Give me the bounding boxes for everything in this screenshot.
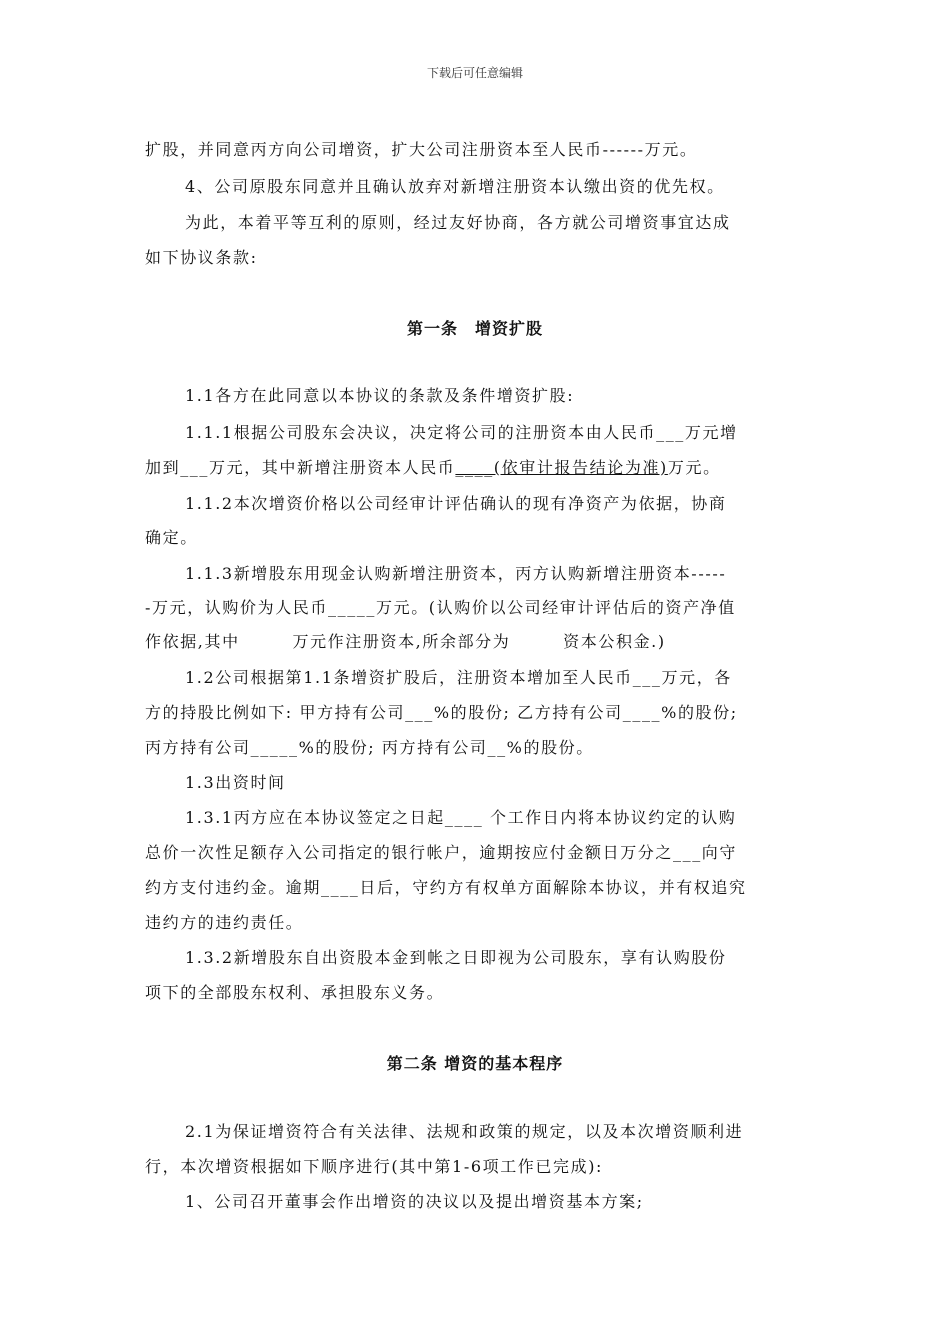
clause-2-1-cont: 行，本次增资根据如下顺序进行(其中第1-6项工作已完成): — [145, 1157, 604, 1176]
section-1-title: 第一条 增资扩股 — [406, 319, 543, 338]
clause-1-1-3: 1.1.3新增股东用现金认购新增注册资本，丙方认购新增注册资本----- — [185, 564, 727, 583]
page-header: 下载后可任意编辑 — [426, 66, 523, 80]
clause-1-1-3-cont: -万元，认购价为人民币_____万元。(认购价以公司经审计评估后的资产净值 — [145, 598, 736, 617]
clause-1-2-cont: 方的持股比例如下: 甲方持有公司___%的股份; 乙方持有公司____%的股份; — [145, 703, 738, 722]
list-item: 1、公司召开董事会作出增资的决议以及提出增资基本方案; — [185, 1192, 644, 1211]
clause-text: 万元。 — [667, 458, 721, 477]
section-2-title: 第二条 增资的基本程序 — [386, 1054, 564, 1073]
clause-1-3: 1.3出资时间 — [185, 773, 286, 792]
clause-1-3-2: 1.3.2新增股东自出资股本金到帐之日即视为公司股东，享有认购股份 — [185, 948, 727, 967]
clause-1-1-1-cont — [145, 458, 721, 478]
clause-1-1: 1.1各方在此同意以本协议的条款及条件增资扩股: — [185, 386, 575, 405]
clause-1-2: 1.2公司根据第1.1条增资扩股后，注册资本增加至人民币___万元，各 — [185, 668, 732, 687]
clause-1-1-3-cont: 作依据,其中 万元作注册资本,所余部分为 资本公积金.) — [145, 632, 666, 651]
clause-1-3-1: 1.3.1丙方应在本协议签定之日起____ 个工作日内将本协议约定的认购 — [185, 808, 737, 827]
paragraph-line: 为此，本着平等互利的原则，经过友好协商，各方就公司增资事宜达成 — [185, 213, 731, 232]
clause-2-1: 2.1为保证增资符合有关法律、法规和政策的规定，以及本次增资顺利进 — [185, 1122, 744, 1141]
paragraph-line: 4、公司原股东同意并且确认放弃对新增注册资本认缴出资的优先权。 — [185, 177, 725, 196]
clause-1-3-1-cont: 约方支付违约金。逾期____日后，守约方有权单方面解除本协议，并有权追究 — [145, 878, 747, 897]
paragraph-line: 扩股，并同意丙方向公司增资，扩大公司注册资本至人民币------万元。 — [145, 140, 698, 159]
clause-underlined-text: ____(依审计报告结论为准) — [455, 458, 668, 477]
clause-1-1-2-cont: 确定。 — [145, 528, 198, 547]
clause-text: 加到___万元，其中新增注册资本人民币 — [145, 458, 456, 477]
clause-1-1-1: 1.1.1根据公司股东会决议，决定将公司的注册资本由人民币___万元增 — [185, 423, 738, 442]
paragraph-line: 如下协议条款: — [145, 248, 258, 267]
clause-1-3-2-cont: 项下的全部股东权利、承担股东义务。 — [145, 983, 445, 1002]
clause-1-2-cont: 丙方持有公司_____%的股份; 丙方持有公司__%的股份。 — [145, 738, 594, 757]
clause-1-3-1-cont: 违约方的违约责任。 — [145, 913, 304, 932]
clause-1-1-2: 1.1.2本次增资价格以公司经审计评估确认的现有净资产为依据，协商 — [185, 494, 727, 513]
clause-1-3-1-cont: 总价一次性足额存入公司指定的银行帐户，逾期按应付金额日万分之___向守 — [145, 843, 738, 862]
